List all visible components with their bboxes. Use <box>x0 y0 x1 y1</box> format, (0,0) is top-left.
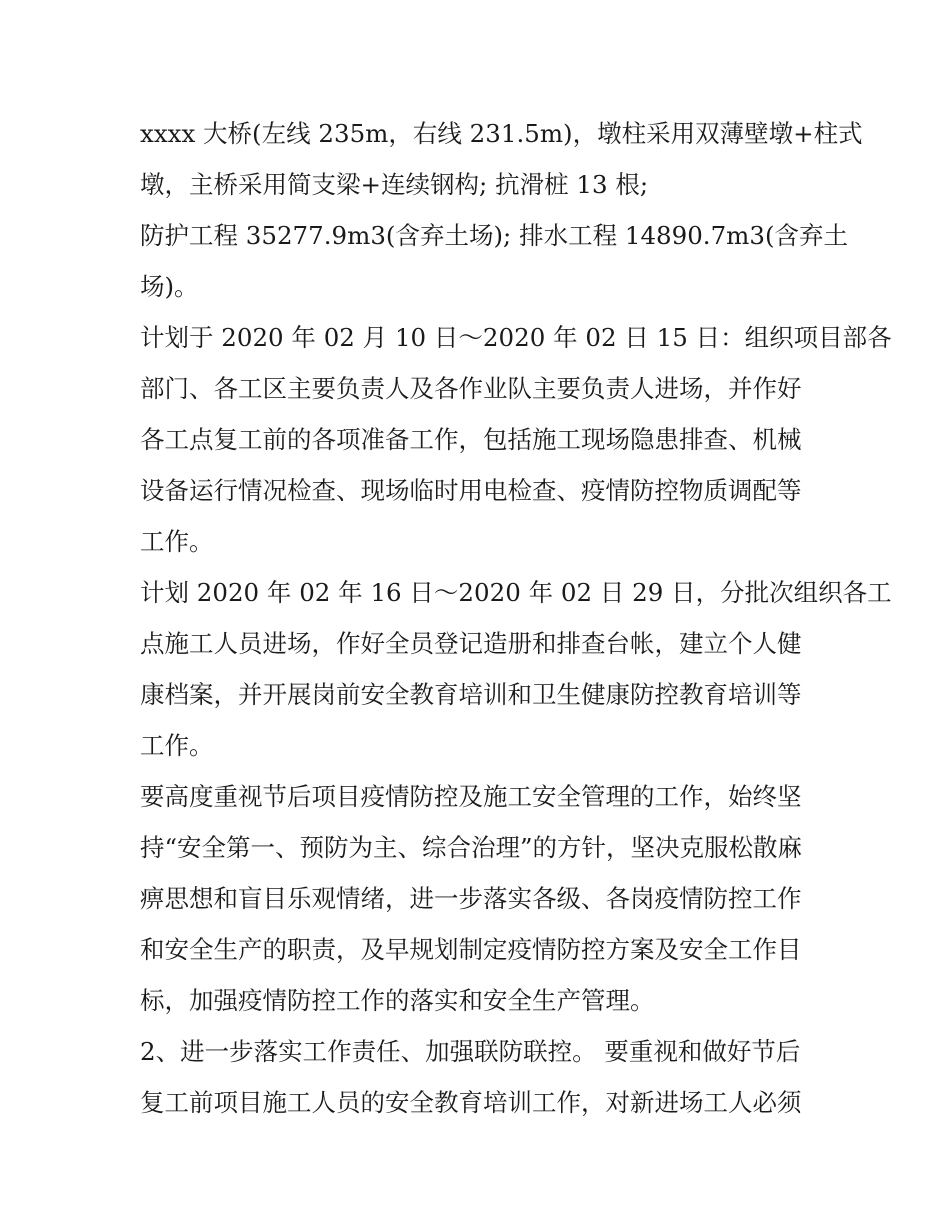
text-line: 和安全生产的职责，及早规划制定疫情防控方案及安全工作目 <box>140 935 802 964</box>
text-line: 要高度重视节后项目疫情防控及施工安全管理的工作，始终坚 <box>140 782 802 811</box>
text-line: 2、进一步落实工作责任、加强联防联控。 要重视和做好节后 <box>140 1037 801 1066</box>
text-line: 设备运行情况检查、现场临时用电检查、疫情防控物质调配等 <box>140 476 802 505</box>
text-line: 点施工人员进场，作好全员登记造册和排查台帐，建立个人健 <box>140 629 802 658</box>
text-line: 痹思想和盲目乐观情绪，进一步落实各级、各岗疫情防控工作 <box>140 884 802 913</box>
text-line: 部门、各工区主要负责人及各作业队主要负责人进场，并作好 <box>140 374 802 403</box>
text-line: 工作。 <box>140 731 214 760</box>
text-line: 工作。 <box>140 527 214 556</box>
text-line: 各工点复工前的各项准备工作，包括施工现场隐患排查、机械 <box>140 425 802 454</box>
text-line: 复工前项目施工人员的安全教育培训工作，对新进场工人必须 <box>140 1088 802 1117</box>
text-line: 标，加强疫情防控工作的落实和安全生产管理。 <box>140 986 655 1015</box>
text-line: 墩，主桥采用简支梁+连续钢构; 抗滑桩 13 根; <box>140 170 649 199</box>
text-line: 康档案，并开展岗前安全教育培训和卫生健康防控教育培训等 <box>140 680 802 709</box>
document-body <box>140 108 892 1128</box>
text-line: 计划 2020 年 02 年 16 日～2020 年 02 日 29 日，分批次组织各工 <box>140 578 892 607</box>
text-line: 场)。 <box>140 272 199 301</box>
text-line: 计划于 2020 年 02 月 10 日～2020 年 02 日 15 日：组织项目部各 <box>140 323 892 352</box>
text-line: 防护工程 35277.9m3(含弃土场); 排水工程 14890.7m3(含弃土 <box>140 221 849 250</box>
text-line: 持“安全第一、预防为主、综合治理”的方针，坚决克服松散麻 <box>140 833 803 862</box>
text-line: xxxx 大桥(左线 235m，右线 231.5m)，墩柱采用双薄壁墩+柱式 <box>140 119 863 148</box>
